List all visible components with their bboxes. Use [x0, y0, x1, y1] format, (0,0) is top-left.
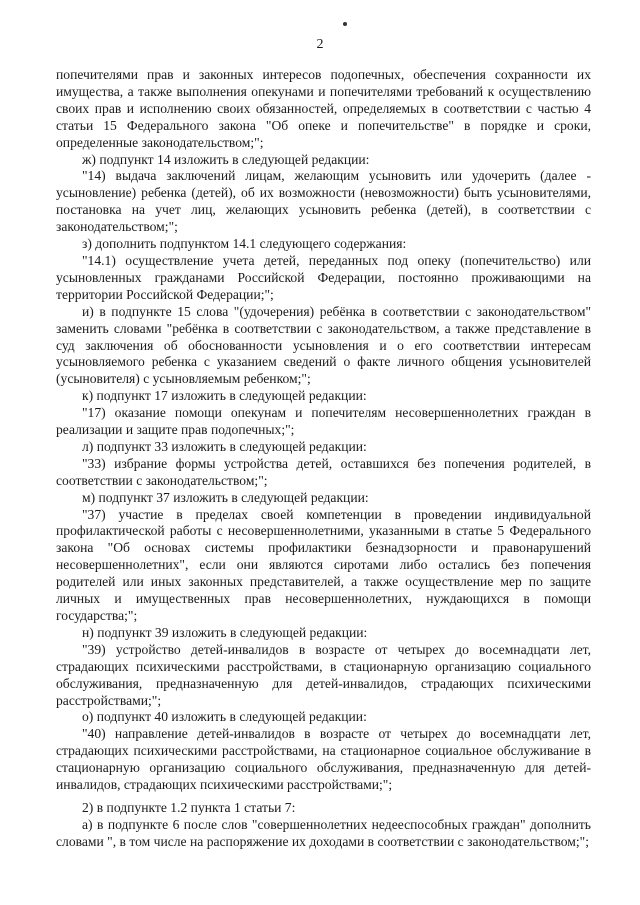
paragraph: ж) подпункт 14 изложить в следующей редакции:	[82, 151, 370, 167]
paragraph: к) подпункт 17 изложить в следующей редакции:	[82, 388, 367, 404]
paragraph: а) в подпункте 6 после слов "совершеннолетних недееспособных граждан" дополнить словами ", в том числе на распоряжение их доходами в соответствии с законодательством;";	[56, 816, 591, 849]
paragraph: о) подпункт 40 изложить в следующей редакции:	[82, 709, 367, 725]
paragraph: н) подпункт 39 изложить в следующей редакции:	[82, 624, 368, 640]
paragraph: м) подпункт 37 изложить в следующей редакции:	[82, 489, 369, 505]
paragraph: "37) участие в пределах своей компетенции в проведении индивидуальной профилактической работы с несовершеннолетними, указанными в статье 5 Федерального закона "Об основах системы профилактики безнадзорности и правонарушений несовершеннолетних", если они являются сиротами либо остались без попечения родителей или иных законных представителей, а также осуществление мер по защите личных и имущественных прав несовершеннолетних, нуждающихся в помощи государства;";	[56, 506, 591, 623]
page-number: 2	[316, 37, 324, 52]
paragraph: л) подпункт 33 изложить в следующей редакции:	[82, 438, 367, 454]
paragraph: "33) избрание формы устройства детей, оставшихся без попечения родителей, в соответствии с законодательством;";	[56, 455, 591, 488]
paragraph: "39) устройство детей-инвалидов в возрасте от четырех до восемнадцати лет, страдающих психическими расстройствами, в стационарную организацию социального обслуживания, предназначенную для детей-инвалидов, страдающих психическими расстройствами;";	[56, 641, 591, 708]
paragraph: "14.1) осуществление учета детей, переданных под опеку (попечительство) или усыновленных гражданами Российской Федерации, постоянно проживающими на территории Российской Федерации;";	[56, 252, 591, 302]
document-body	[56, 67, 591, 851]
paragraph: 2) в подпункте 1.2 пункта 1 статьи 7:	[82, 799, 296, 815]
paragraph: "40) направление детей-инвалидов в возрасте от четырех до восемнадцати лет, страдающих психическими расстройствами, на стационарное социальное обслуживание в стационарную организацию социального обслуживания, предназначенную для детей-инвалидов, страдающих психическими расстройствами;";	[56, 726, 591, 793]
paragraph: попечителями прав и законных интересов подопечных, обеспечения сохранности их имущества, а также выполнения опекунами и попечителями требований к осуществлению своих прав и исполнению своих обязанностей, определяемых в соответствии с частью 4 статьи 15 Федерального закона "Об опеке и попечительстве" в порядке и сроки, определенные законодательством;";	[56, 67, 591, 150]
paragraph: з) дополнить подпунктом 14.1 следующего содержания:	[82, 236, 407, 252]
paragraph: "17) оказание помощи опекунам и попечителям несовершеннолетних граждан в реализации и защите прав подопечных;";	[56, 405, 591, 438]
paragraph: "14) выдача заключений лицам, желающим усыновить или удочерить (далее - усыновление) ребенка (детей), об их возможности (невозможности) быть усыновителями, постановка на учет лиц, желающих усыновить ребенка (детей), в соответствии с законодательством;";	[56, 168, 591, 235]
paragraph: и) в подпункте 15 слова "(удочерения) ребёнка в соответствии с законодательством" заменить словами "ребёнка в соответствии с законодательством, а также представление в суд заключения об обоснованности усыновления и о его соответствии интересам усыновляемого ребенка с указанием сведений о факте личного общения усыновителей (усыновителя) с усыновляемым ребенком;";	[56, 303, 591, 387]
scan-mark	[343, 22, 347, 26]
